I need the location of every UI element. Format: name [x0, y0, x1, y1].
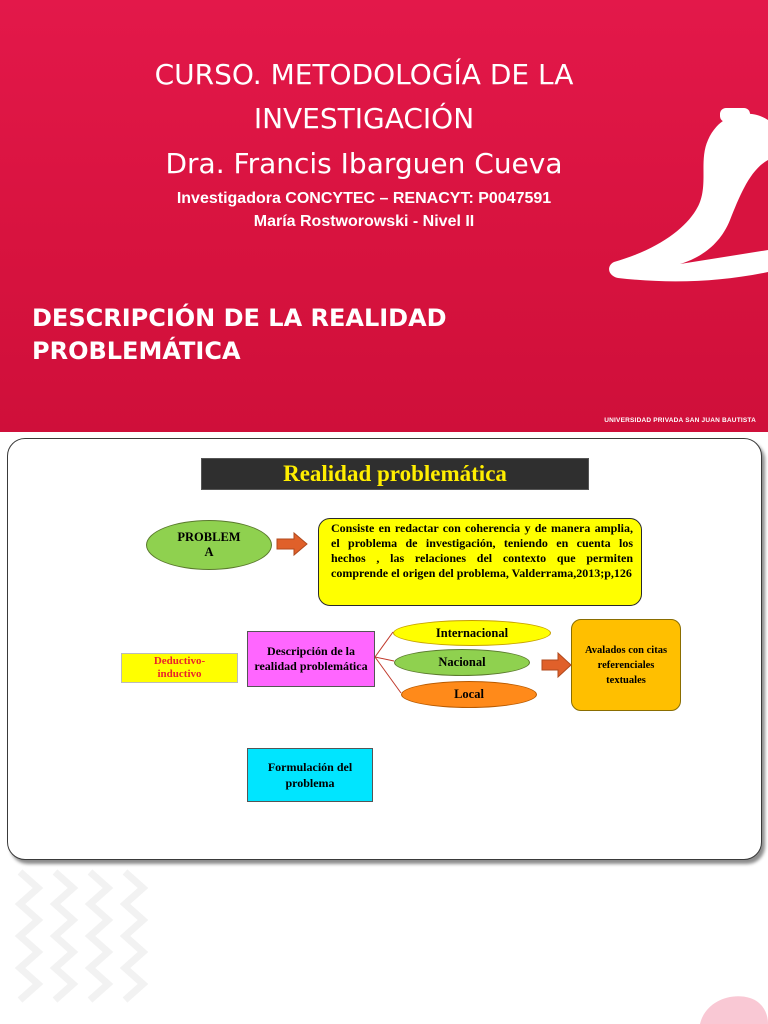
course-title-line1: CURSO. METODOLOGÍA DE LA: [154, 58, 574, 91]
problem-node: [146, 520, 272, 570]
diagram-title: Realidad problemática: [201, 458, 589, 490]
method-label: Deductivo-inductivo: [153, 655, 206, 680]
problem-definition-box: [318, 518, 642, 606]
course-title-line2: INVESTIGACIÓN: [253, 102, 475, 135]
diagram-panel: [7, 438, 762, 860]
method-box: [121, 653, 238, 683]
support-box: [571, 619, 681, 711]
branch-to-national: [375, 657, 394, 661]
arrow-problem-to-definition: [277, 533, 307, 555]
section-heading: DESCRIPCIÓN DE LA REALIDAD PROBLEMÁTICA: [32, 304, 447, 365]
support-label: Avalados con citas referenciales textuales: [584, 644, 668, 686]
level-local: Local: [401, 681, 537, 708]
level-international: Internacional: [393, 620, 551, 646]
formulation-box: Formulación del problema: [247, 748, 373, 802]
diagram-slide: [0, 432, 768, 1024]
author-credentials-line2: María Rostworowski - Nivel II: [253, 213, 475, 230]
title-slide: [0, 0, 768, 432]
level-national: Nacional: [394, 649, 530, 676]
description-box: Descripción de la realidad problemática: [247, 631, 375, 687]
problem-definition-text: Consiste en redactar con coherencia y de manera amplia, el problema de investigación, teniendo en cuenta los hechos , las relaciones del contexto que permiten comprende el origen del problema, Valderrama,2013;p,126: [331, 521, 633, 580]
arrow-levels-to-support: [542, 653, 571, 677]
author-credentials-line1: Investigadora CONCYTEC – RENACYT: P0047591: [176, 190, 552, 207]
university-name: UNIVERSIDAD PRIVADA SAN JUAN BAUTISTA: [604, 417, 756, 424]
branch-to-international: [375, 632, 393, 657]
problem-label: PROBLEMA: [177, 530, 241, 559]
author-name: Dra. Francis Ibarguen Cueva: [165, 147, 563, 180]
